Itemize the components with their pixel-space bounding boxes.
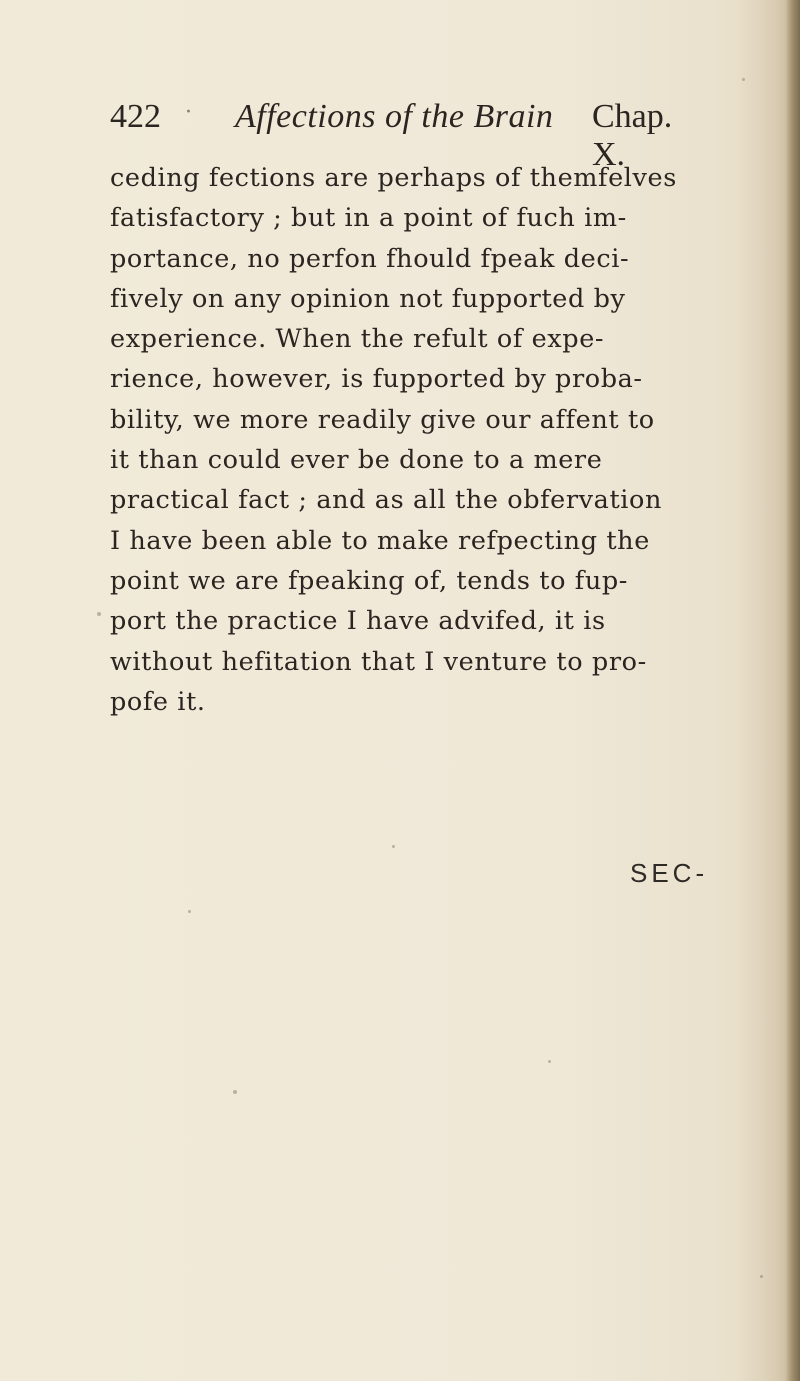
body-text [110,158,735,722]
text-line: fively on any opinion not fupported by [110,283,626,314]
paper-speck [548,1060,551,1063]
text-line: I have been able to make refpecting the [110,525,650,556]
text-line: without hefitation that I venture to pro- [110,646,647,677]
text-line: practical fact ; and as all the obfervation [110,485,663,516]
text-line: pofe it. [110,686,206,717]
text-line: ceding fections are perhaps of themfelves [110,163,677,193]
text-line: point we are fpeaking of, tends to fup- [110,565,629,596]
running-head [110,98,673,173]
paper-speck [188,910,191,913]
chapter-label: Chap. X. [592,98,673,173]
running-head-separator-dot: · [185,100,192,125]
paper-speck [233,1090,237,1094]
text-line: experience. When the refult of expe- [110,324,605,355]
paper-speck [742,78,745,81]
text-line: it than could ever be done to a mere [110,445,603,476]
paper-speck [392,845,395,848]
text-line: bility, we more readily give our affent to [110,404,655,435]
page-number: 422 [110,98,161,135]
catchword: SEC- [630,858,709,888]
text-line: port the practice I have advifed, it is [110,606,606,637]
page-edge-shadow [786,0,800,1381]
paper-speck [760,1275,763,1278]
running-title: Affections of the Brain [235,98,554,135]
text-line: rience, however, is fupported by proba- [110,364,643,395]
text-line: fatisfactory ; but in a point of fuch im- [110,203,627,234]
text-line: portance, no perfon fhould fpeak deci- [110,243,630,274]
paper-speck [97,612,101,616]
